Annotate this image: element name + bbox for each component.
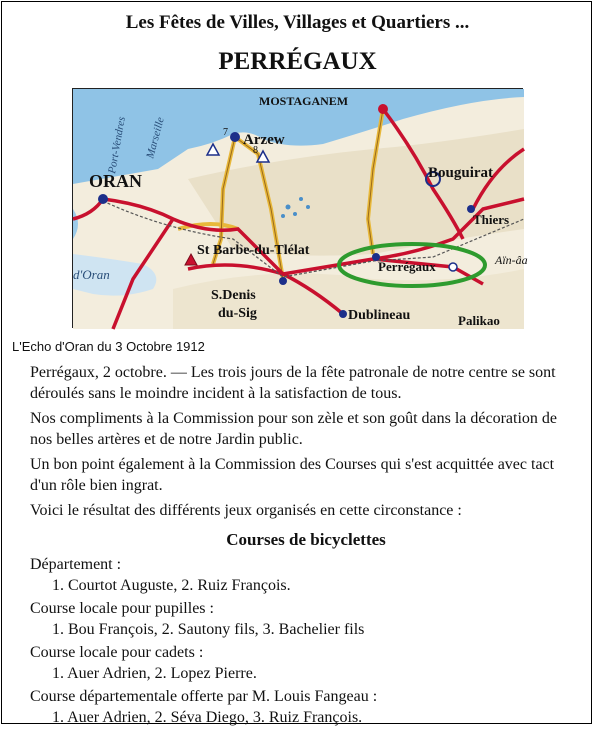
article-paragraph-3: Un bon point également à la Commission des Courses qui s'est acquittée avec tact d'un rôle bien ingrat. — [30, 456, 555, 494]
article-paragraph-2: Nos compliments à la Commission pour son zèle et son goût dans la décoration de nos belles artères et de notre Jardin public. — [30, 410, 558, 448]
label-num7: 7 — [223, 127, 228, 138]
article-paragraph-4: Voici le résultat des différents jeux organisés en cette circonstance : — [30, 502, 462, 519]
mostaganem-marker — [378, 104, 388, 114]
race-label: Course départementale offerte par M. Louis Fangeau : — [30, 688, 378, 705]
place-title: PERRÉGAUX — [218, 48, 377, 75]
label-mostaganem: MOSTAGANEM — [259, 94, 349, 108]
race-result: 1. Auer Adrien, 2. Séva Diego, 3. Ruiz François. — [52, 709, 363, 726]
label-dublineau: Dublineau — [348, 308, 411, 323]
palikao-marker — [449, 263, 457, 271]
label-alaa: Aïn-âa — [495, 253, 528, 267]
label-marseille: Marseille — [144, 115, 167, 160]
label-port: Port-Vendres — [106, 115, 128, 175]
article-paragraph-1: Perrégaux, 2 octobre. — Les trois jours de la fête patronale de notre centre se sont déroulés sans le moindre incident à la satisfaction de tous. — [30, 364, 556, 402]
race-label: Course locale pour cadets : — [30, 644, 204, 661]
label-thiers: Thiers — [473, 212, 510, 227]
label-doran: d'Oran — [73, 267, 110, 282]
section-title: Courses de bicyclettes — [226, 530, 386, 549]
label-perregaux: Perrégaux — [378, 259, 436, 274]
race-result: 1. Auer Adrien, 2. Lopez Pierre. — [52, 665, 257, 682]
label-bouguirat: Bouguirat — [428, 165, 494, 181]
label-sdenis2: du-Sig — [218, 306, 257, 321]
race-label: Course locale pour pupilles : — [30, 600, 214, 617]
region-map — [72, 88, 528, 328]
label-sbarbe: St Barbe-du-Tlélat — [197, 243, 310, 258]
race-results — [30, 554, 582, 728]
oran-marker — [98, 194, 108, 204]
label-arzew: Arzew — [243, 132, 285, 148]
label-oran: ORAN — [89, 171, 142, 191]
race-label: Département : — [30, 556, 122, 573]
sdenis-marker — [279, 277, 287, 285]
dublineau-marker — [339, 310, 347, 318]
label-palikao: Palikao — [458, 313, 500, 328]
source-caption: L'Echo d'Oran du 3 Octobre 1912 — [12, 339, 205, 354]
race-result: 1. Bou François, 2. Sautony fils, 3. Bachelier fils — [52, 621, 365, 638]
article-body — [30, 362, 582, 730]
label-num8: 8 — [253, 145, 258, 156]
arzew-marker — [230, 132, 240, 142]
label-sdenis1: S.Denis — [211, 288, 256, 303]
map-svg — [73, 89, 528, 329]
race-result: 1. Courtot Auguste, 2. Ruiz François. — [52, 577, 291, 594]
page-title: Les Fêtes de Villes, Villages et Quartiers ... — [125, 12, 470, 33]
